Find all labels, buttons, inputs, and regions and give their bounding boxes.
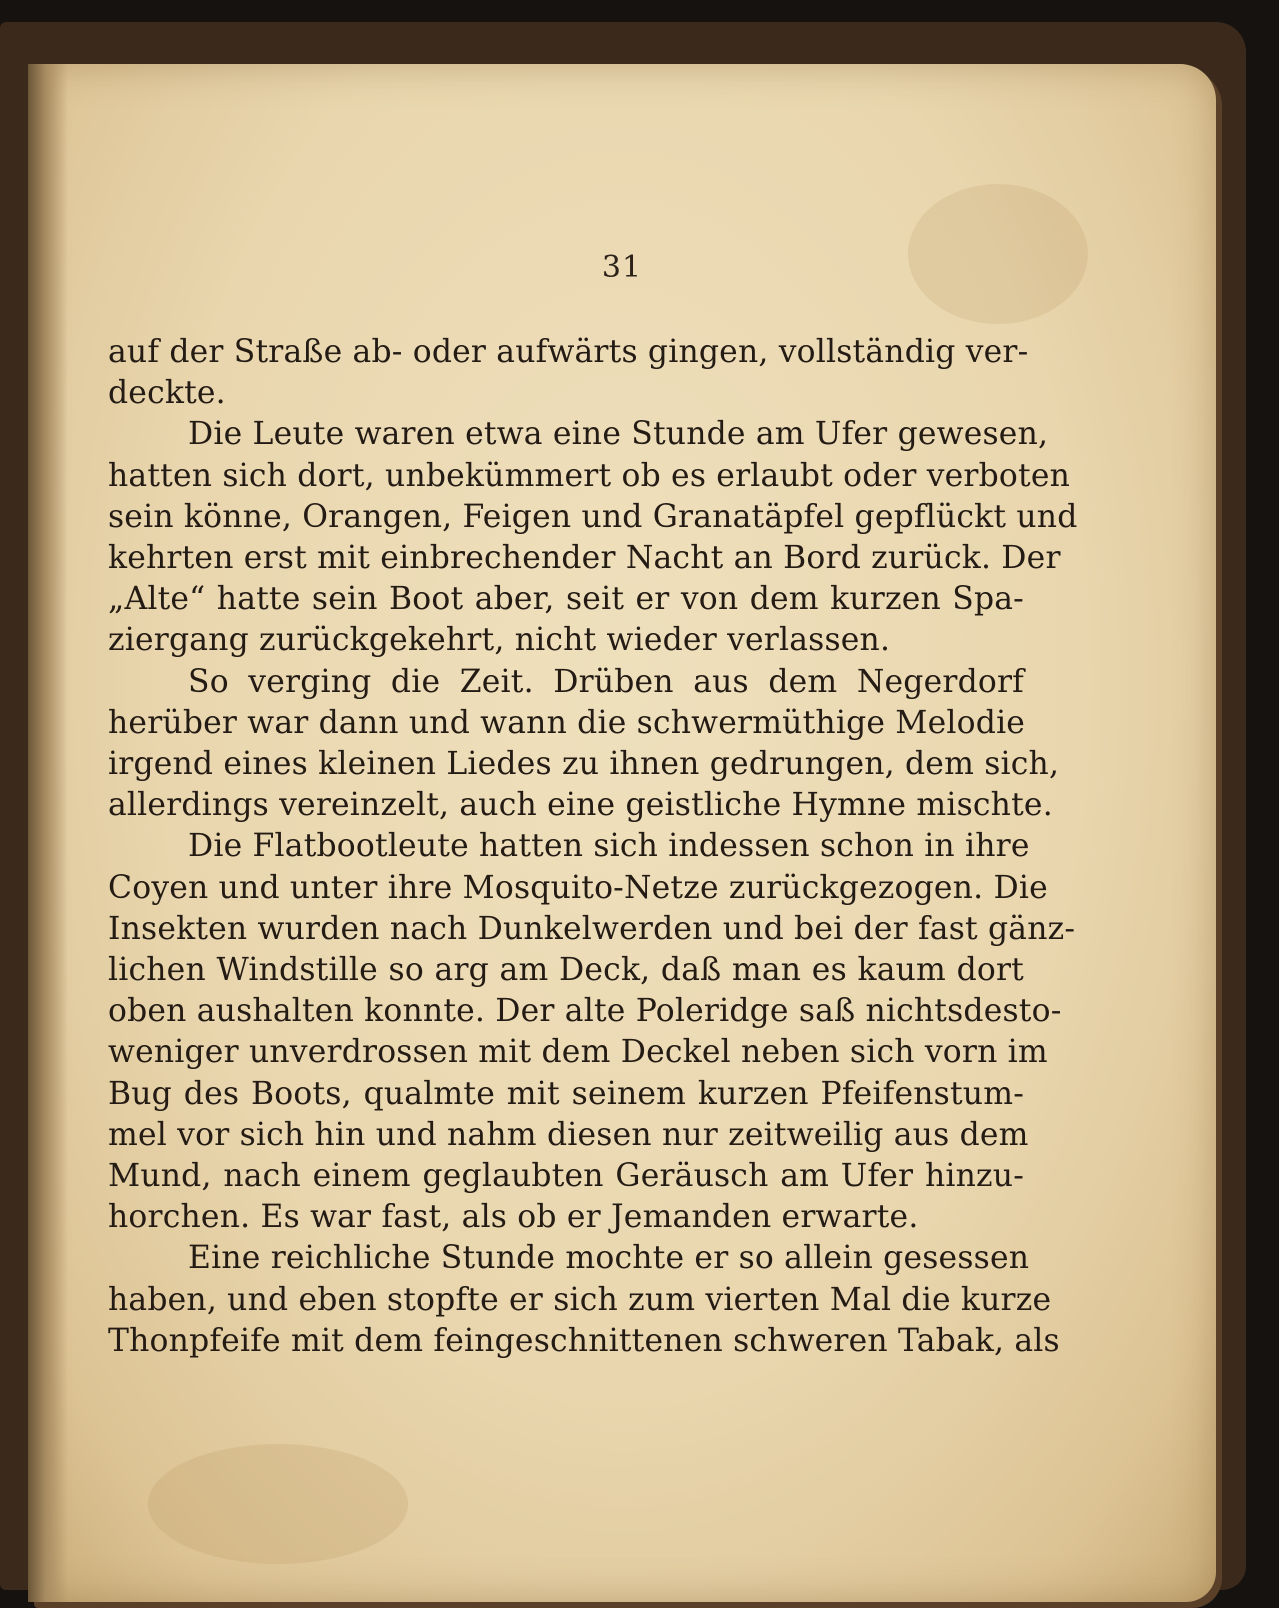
paragraph [108,332,1029,414]
text-line: Insekten wurden nach Dunkelwerden und bei der fast gänz- [108,910,1076,947]
text-line: weniger unverdrossen mit dem Deckel neben sich vorn im [108,1034,1048,1071]
text-line: Mund, nach einem geglaubten Geräusch am Ufer hinzu- [108,1158,1024,1195]
text-line: Die Flatbootleute hatten sich indessen schon in ihre [188,828,1030,865]
text-line: Coyen und unter ihre Mosquito-Netze zurückgezogen. Die [108,869,1048,906]
text-line: lichen Windstille so arg am Deck, daß man es kaum dort [108,952,1024,989]
text-line: ziergang zurückgekehrt, nicht wieder verlassen. [108,622,891,659]
text-line: oben aushalten konnte. Der alte Poleridge saß nichtsdesto- [108,993,1062,1030]
paragraph [108,414,1078,661]
page-gutter [28,64,68,1602]
text-line: sein könne, Orangen, Feigen und Granatäpfel gepflückt und [108,498,1078,535]
paragraph [108,662,1060,827]
text-line: kehrten erst mit einbrechender Nacht an Bord zurück. Der [108,540,1061,577]
text-line: Thonpfeife mit dem feingeschnittenen schweren Tabak, als [108,1322,1060,1359]
text-line: Eine reichliche Stunde mochte er so allein gesessen [188,1240,1030,1277]
book-cover [0,22,1246,1590]
text-line: allerdings vereinzelt, auch eine geistliche Hymne mischte. [108,787,1053,824]
text-line: Die Leute waren etwa eine Stunde am Ufer gewesen, [188,416,1049,453]
paper-stain [148,1444,408,1564]
text-line: hatten sich dort, unbekümmert ob es erlaubt oder verboten [108,457,1071,494]
text-line: Bug des Boots, qualmte mit seinem kurzen Pfeifenstum- [108,1075,1024,1112]
paragraph [108,826,1076,1238]
body-text [108,332,1078,1362]
paragraph [108,1238,1060,1362]
text-line: „Alte“ hatte sein Boot aber, seit er von dem kurzen Spa- [108,581,1024,618]
text-line: haben, und eben stopfte er sich zum vierten Mal die kurze [108,1281,1052,1318]
text-line: mel vor sich hin und nahm diesen nur zeitweilig aus dem [108,1116,1029,1153]
text-line: irgend eines kleinen Liedes zu ihnen gedrungen, dem sich, [108,746,1060,783]
page-number: 31 [601,250,643,285]
text-line: herüber war dann und wann die schwermüthige Melodie [108,704,1026,741]
book-page [28,64,1216,1602]
text-line: deckte. [108,375,226,412]
text-line: auf der Straße ab- oder aufwärts gingen, vollständig ver- [108,334,1029,370]
text-line: horchen. Es war fast, als ob er Jemanden erwarte. [108,1199,919,1236]
text-line: So verging die Zeit. Drüben aus dem Negerdorf [188,663,1024,700]
